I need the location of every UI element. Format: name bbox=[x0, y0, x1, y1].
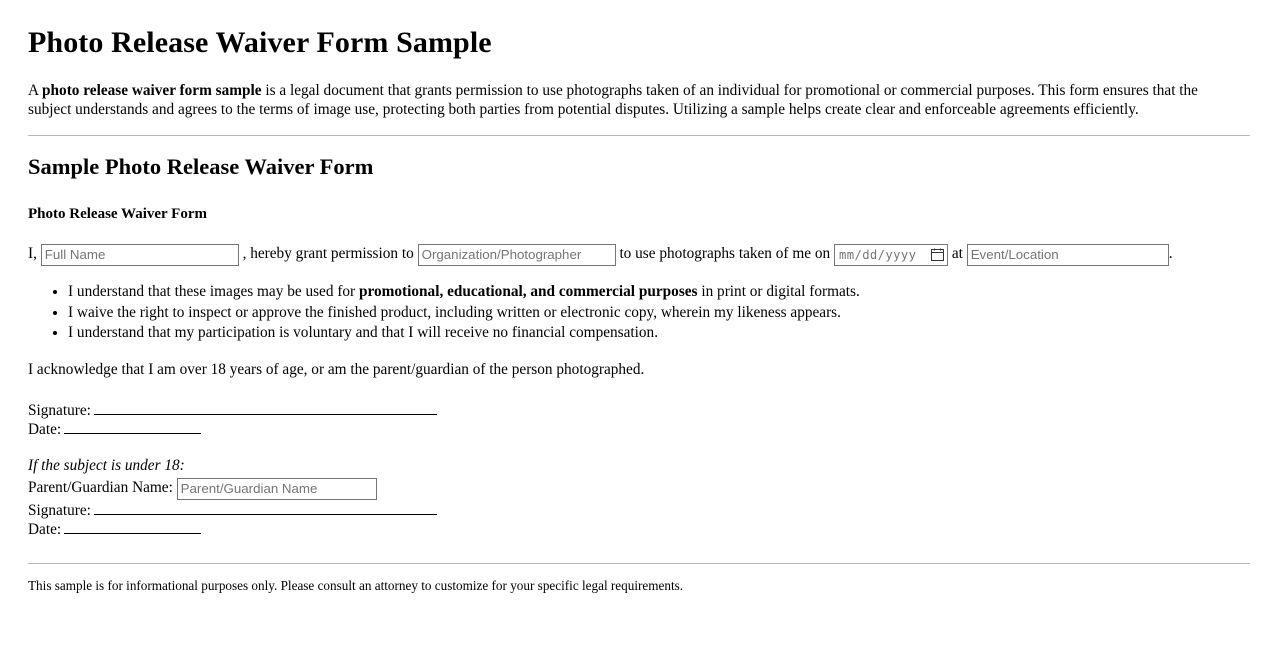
guardian-signature-block bbox=[28, 501, 1250, 539]
signature-row bbox=[28, 401, 1250, 420]
date-placeholder-text: mm/dd/yyyy bbox=[838, 247, 917, 262]
guardian-name-input[interactable] bbox=[177, 478, 377, 500]
grant-permission-line bbox=[28, 240, 1250, 268]
term-1-bold: promotional, educational, and commercial purposes bbox=[358, 283, 698, 301]
organization-photographer-input[interactable] bbox=[418, 244, 616, 266]
date-row bbox=[28, 420, 1250, 439]
date-taken-input[interactable] bbox=[834, 244, 948, 266]
divider-top bbox=[28, 135, 1250, 136]
guardian-signature-line[interactable] bbox=[94, 502, 437, 515]
guardian-date-line[interactable] bbox=[64, 521, 201, 534]
list-item: • I waive the right to inspect or approve the finished product, including written or electronic copy, wherein my likeness appears. bbox=[68, 303, 1250, 323]
term-1-post: in print or digital formats. bbox=[697, 283, 860, 301]
full-name-input[interactable] bbox=[41, 244, 239, 266]
event-location-input[interactable] bbox=[967, 244, 1169, 266]
date-label: Date: bbox=[28, 421, 62, 439]
terms-list bbox=[28, 282, 1250, 343]
grant-period: . bbox=[1168, 245, 1173, 263]
intro-paragraph bbox=[28, 82, 1233, 119]
signature-line[interactable] bbox=[94, 402, 437, 415]
guardian-signature-row bbox=[28, 501, 1250, 520]
list-item bbox=[68, 282, 1250, 302]
signature-label: Signature: bbox=[28, 402, 91, 420]
disclaimer-text: This sample is for informational purposes only. Please consult an attorney to customize for your specific legal requirements. bbox=[28, 578, 684, 594]
guardian-date-row bbox=[28, 520, 1250, 539]
form-title: Photo Release Waiver Form bbox=[28, 206, 207, 223]
calendar-icon[interactable] bbox=[931, 248, 944, 261]
intro-rest: is a legal document that grants permission to use photographs taken of an individual for promotional or commercial purposes. This form ensures that the subject understands and agrees to the terms of image use, protecting both parties from potential disputes. Utilizing a sample helps create clear and enforceable agreements efficiently. bbox=[28, 82, 1198, 118]
guardian-signature-label: Signature: bbox=[28, 502, 91, 520]
guardian-name-row bbox=[28, 475, 1250, 501]
term-1-pre: I understand that these images may be used for bbox=[68, 283, 359, 301]
grant-after-org: to use photographs taken of me on bbox=[619, 245, 831, 263]
grant-prefix: I, bbox=[28, 245, 37, 263]
page-title: Photo Release Waiver Form Sample bbox=[28, 26, 492, 59]
acknowledgement-text: I acknowledge that I am over 18 years of age, or am the parent/guardian of the person photographed. bbox=[28, 361, 645, 379]
section-title: Sample Photo Release Waiver Form bbox=[28, 154, 374, 180]
guardian-name-label: Parent/Guardian Name: bbox=[28, 479, 173, 497]
intro-lead: A bbox=[28, 82, 43, 99]
list-item: • I understand that my participation is voluntary and that I will receive no financial compensation. bbox=[68, 323, 1250, 343]
signature-block bbox=[28, 401, 1250, 439]
grant-after-name: , hereby grant permission to bbox=[242, 245, 414, 263]
grant-at-word: at bbox=[951, 245, 963, 263]
date-line[interactable] bbox=[64, 421, 201, 434]
guardian-date-label: Date: bbox=[28, 521, 62, 539]
intro-bold-term: photo release waiver form sample bbox=[42, 82, 262, 99]
minor-note: If the subject is under 18: bbox=[28, 457, 185, 475]
divider-bottom bbox=[28, 563, 1250, 564]
